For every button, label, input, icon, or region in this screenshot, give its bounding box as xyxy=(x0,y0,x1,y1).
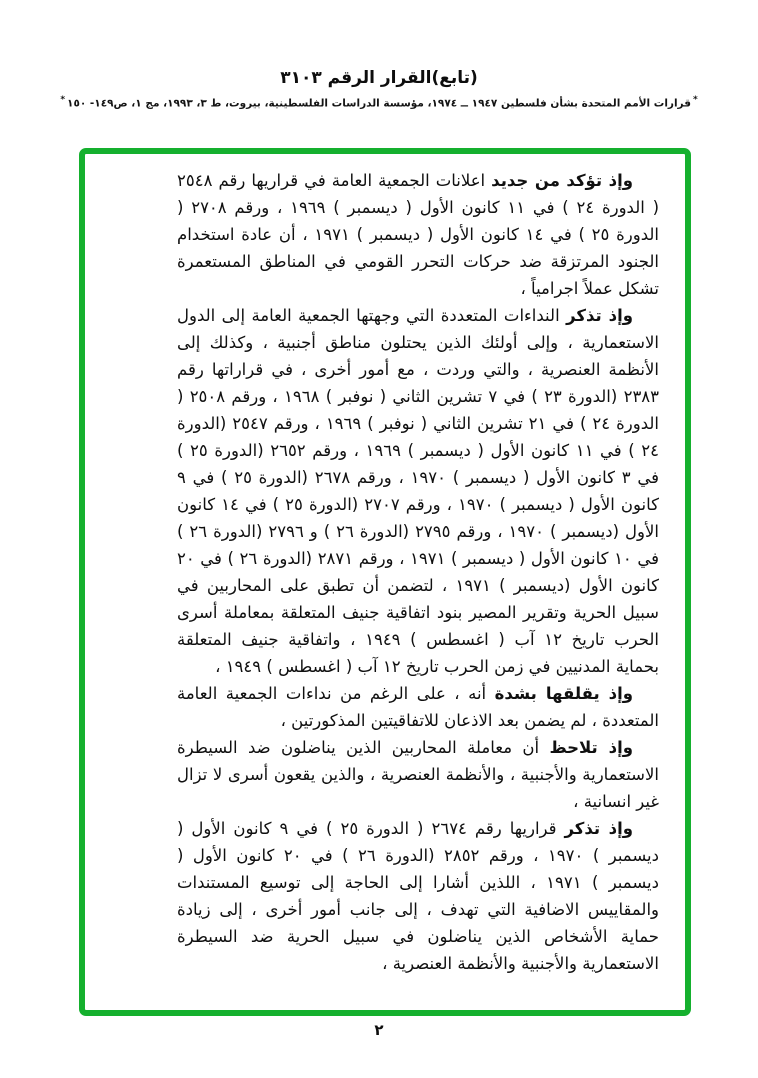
paragraph-lead: وإذ يقلقها بشدة xyxy=(494,684,634,703)
paragraph-text: أنه ، على الرغم من نداءات الجمعية العامة المتعددة ، لم يضمن بعد الاذعان للاتفاقيتين المذكورتين ، xyxy=(177,684,659,730)
header xyxy=(0,68,758,110)
document-border-box xyxy=(79,148,691,1016)
footnote-marker-end-icon: * xyxy=(60,95,66,105)
source-footnote xyxy=(0,95,758,110)
footnote-text: قرارات الأمم المتحدة بشأن فلسطين ١٩٤٧ ــ ١٩٧٤، مؤسسة الدراسات الفلسطينية، بيروت، ط ٣، ١٩٩٣، مج ١، ص١٤٩- ١٥٠ xyxy=(67,97,691,110)
paragraph-lead: وإذ تذكر xyxy=(564,819,633,838)
paragraph xyxy=(177,302,659,680)
footer xyxy=(0,1020,758,1039)
paragraph-lead: وإذ تلاحظ xyxy=(549,738,633,757)
paragraph xyxy=(177,815,659,977)
paragraph-text: أن معاملة المحاربين الذين يناضلون ضد السيطرة الاستعمارية والأجنبية ، والأنظمة العنصرية ، والذين يقعون أسرى لا تزال غير انسانية ، xyxy=(177,738,659,811)
paragraph xyxy=(177,167,659,302)
paragraph xyxy=(177,680,659,734)
footnote-marker-start-icon: * xyxy=(692,95,698,105)
page-number: ٢ xyxy=(374,1021,384,1039)
page-title: (تابع)القرار الرقم ٣١٠٣ xyxy=(280,68,478,88)
paragraph-lead: وإذ تؤكد من جديد xyxy=(491,171,633,190)
paragraph-lead: وإذ تذكر xyxy=(566,306,633,325)
document-body xyxy=(85,154,685,977)
paragraph-text: قراريها رقم ٢٦٧٤ ( الدورة ٢٥ ) في ٩ كانون الأول ( ديسمبر ) ١٩٧٠ ، ورقم ٢٨٥٢ (الدورة ٢٦ ) في ٢٠ كانون الأول ( ديسمبر ) ١٩٧١ ، اللذين أشارا إلى الحاجة إلى توسيع المستندات والمقاييس الاضافية التي تهدف ، إلى جانب أمور أخرى ، إلى زيادة حماية الأشخاص الذين يناضلون في سبيل الحرية ضد السيطرة الاستعمارية والأجنبية والأنظمة العنصرية ، xyxy=(177,819,659,973)
paragraph xyxy=(177,734,659,815)
paragraph-text: النداءات المتعددة التي وجهتها الجمعية العامة إلى الدول الاستعمارية ، وإلى أولئك الذين يحتلون مناطق أجنبية ، وكذلك إلى الأنظمة العنصرية ، والتي وردت ، مع أمور أخرى ، في قراراتها رقم ٢٣٨٣ (الدورة ٢٣ ) في ٧ تشرين الثاني ( نوفبر ) ١٩٦٨ ، ورقم ٢٥٠٨ ( الدورة ٢٤ ) في ٢١ تشرين الثاني ( نوفبر ) ١٩٦٩ ، ورقم ٢٥٤٧ (الدورة ٢٤ ) في ١١ كانون الأول ( ديسمبر ) ١٩٦٩ ، ورقم ٢٦٥٢ (الدورة ٢٥ ) في ٣ كانون الأول ( ديسمبر ) ١٩٧٠ ، ورقم ٢٦٧٨ (الدورة ٢٥ ) في ٩ كانون الأول ( ديسمبر ) ١٩٧٠ ، ورقم ٢٧٠٧ (الدورة ٢٥ ) في ١٤ كانون الأول (ديسمبر ) ١٩٧٠ ، ورقم ٢٧٩٥ (الدورة ٢٦ ) و ٢٧٩٦ (الدورة ٢٦ ) في ١٠ كانون الأول ( ديسمبر ) ١٩٧١ ، ورقم ٢٨٧١ (الدورة ٢٦ ) في ٢٠ كانون الأول (ديسمبر ) ١٩٧١ ، لتضمن أن تطبق على المحاربين في سبيل الحرية وتقرير المصير بنود اتفاقية جنيف المتعلقة بمعاملة أسرى الحرب تاريخ ١٢ آب ( اغسطس ) ١٩٤٩ ، واتفاقية جنيف المتعلقة بحماية المدنيين في زمن الحرب تاريخ ١٢ آب ( اغسطس ) ١٩٤٩ ، xyxy=(177,306,660,676)
paragraph-text: اعلانات الجمعية العامة في قراريها رقم ٢٥٤٨ ( الدورة ٢٤ ) في ١١ كانون الأول ( ديسمبر ) ١٩٦٩ ، ورقم ٢٧٠٨ ( الدورة ٢٥ ) في ١٤ كانون الأول ( ديسمبر ) ١٩٧١ ، أن عادة استخدام الجنود المرتزقة ضد حركات التحرر القومي في المناطق المستعمرة تشكل عملاً اجرامياً ، xyxy=(177,171,660,298)
